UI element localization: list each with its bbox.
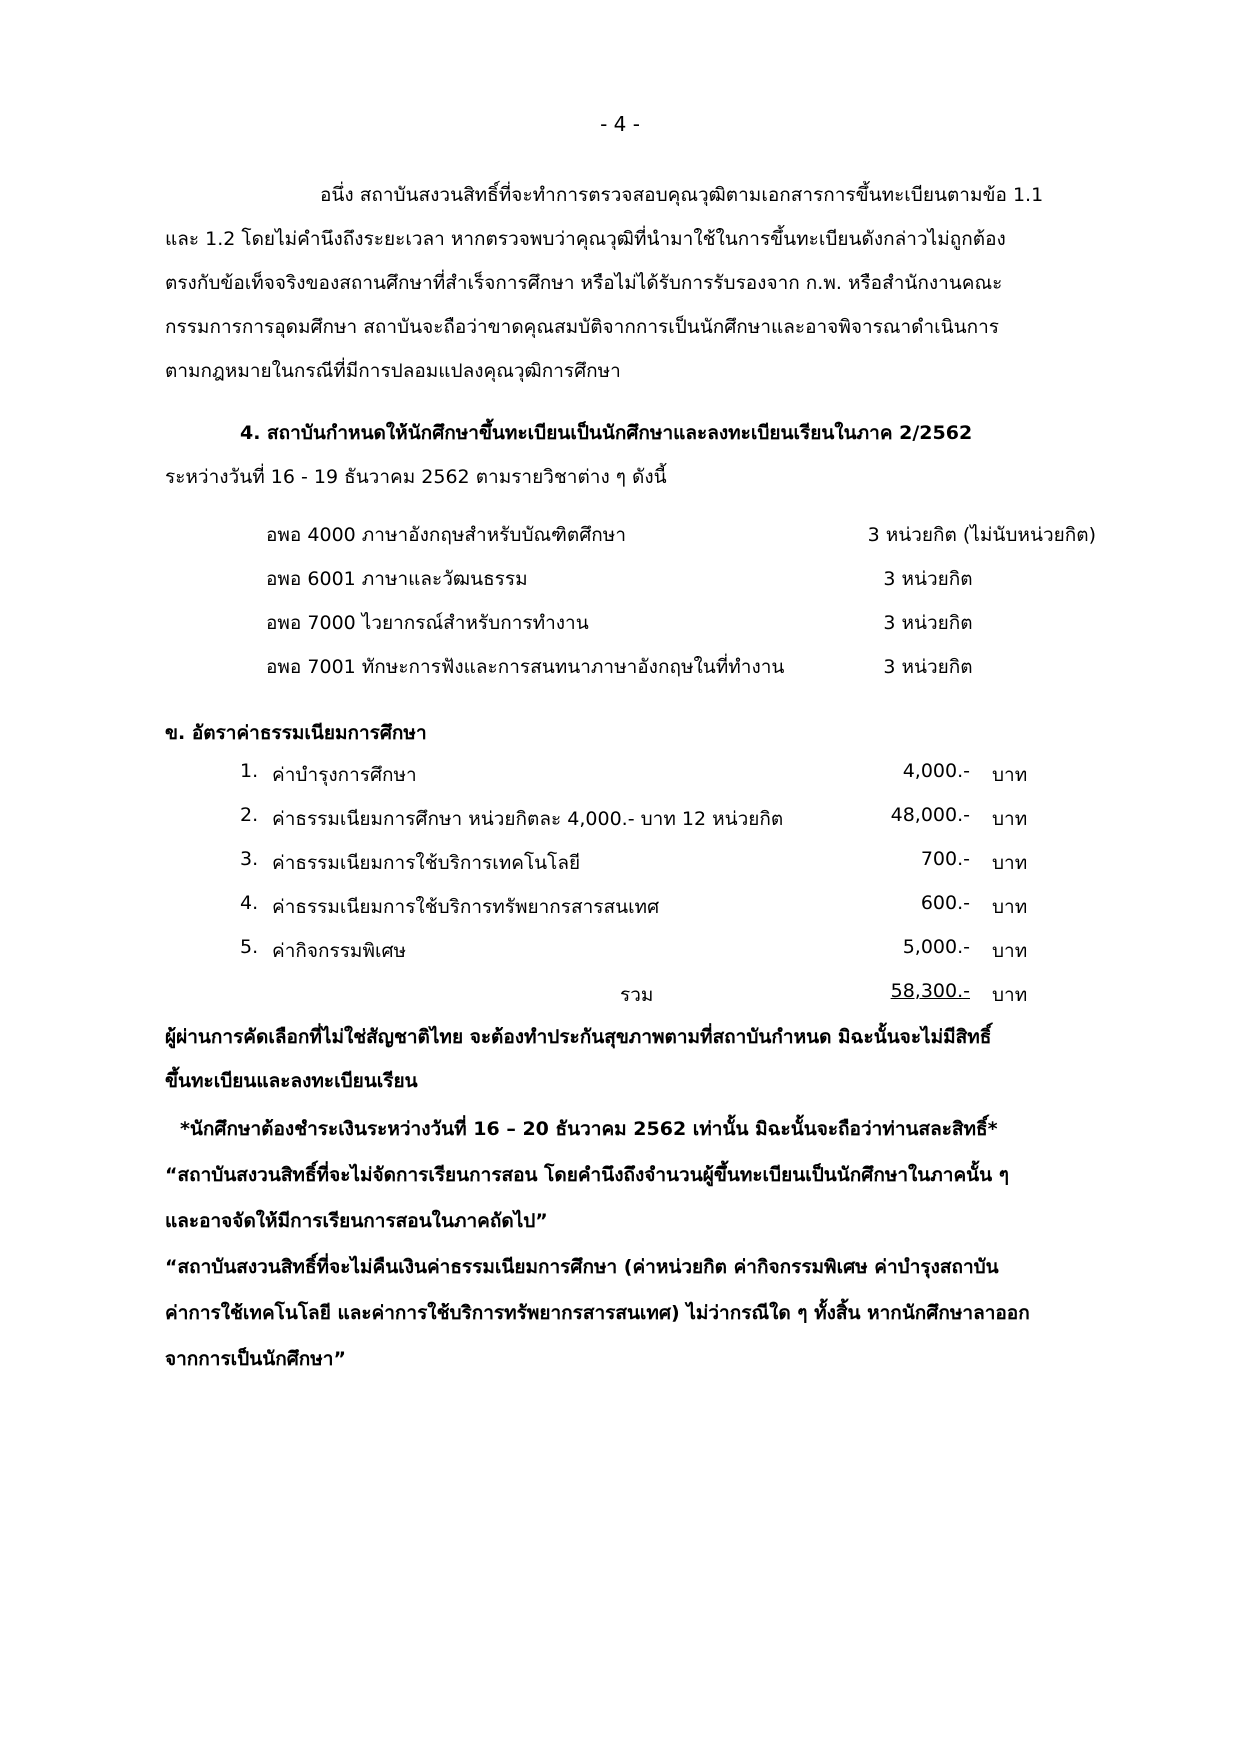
total-amount xyxy=(820,980,970,1002)
course-credits: 3 หน่วยกิต xyxy=(883,568,973,590)
payment-deadline-note: *นักศึกษาต้องชำระเงินระหว่างวันที่ 16 – 20 ธันวาคม 2562 เท่านั้น มิฉะนั้นจะถือว่าท่านสละสิทธิ์* xyxy=(180,1118,998,1140)
fee-amount: 600.- xyxy=(920,892,970,914)
course-list xyxy=(266,520,1096,696)
list-item xyxy=(266,564,1096,608)
note-line-4: “สถาบันสงวนสิทธิ์ที่จะไม่จัดการเรียนการสอน โดยคำนึงถึงจำนวนผู้ขึ้นทะเบียนเป็นนักศึกษาในภาคนั้น ๆ xyxy=(165,1164,1009,1186)
fee-number: 1. xyxy=(240,760,259,782)
table-row xyxy=(240,936,1060,980)
intro-line-2: และ 1.2 โดยไม่คำนึงถึงระยะเวลา หากตรวจพบว่าคุณวุฒิที่นำมาใช้ในการขึ้นทะเบียนดังกล่าวไม่ถูกต้อง xyxy=(165,228,1006,250)
total-amount-value: 58,300.- xyxy=(890,980,970,1002)
fee-unit: บาท xyxy=(992,896,1028,918)
list-item xyxy=(266,520,1096,564)
fee-label: ค่าบำรุงการศึกษา xyxy=(272,764,417,786)
table-row xyxy=(240,804,1060,848)
list-item xyxy=(266,608,1096,652)
section4-heading: 4. สถาบันกำหนดให้นักศึกษาขึ้นทะเบียนเป็นนักศึกษาและลงทะเบียนเรียนในภาค 2/2562 xyxy=(240,422,973,444)
note-line-7: ค่าการใช้เทคโนโลยี และค่าการใช้บริการทรัพยากรสารสนเทศ) ไม่ว่ากรณีใด ๆ ทั้งสิ้น หากนักศึกษาลาออก xyxy=(165,1302,1030,1324)
fee-unit: บาท xyxy=(992,808,1028,830)
note-line-6: “สถาบันสงวนสิทธิ์ที่จะไม่คืนเงินค่าธรรมเนียมการศึกษา (ค่าหน่วยกิต ค่ากิจกรรมพิเศษ ค่าบำรุงสถาบัน xyxy=(165,1256,999,1278)
fee-amount: 48,000.- xyxy=(890,804,970,826)
table-row xyxy=(240,848,1060,892)
course-credits: 3 หน่วยกิต (ไม่นับหน่วยกิต) xyxy=(867,524,1096,546)
fee-unit: บาท xyxy=(992,764,1028,786)
fee-amount: 700.- xyxy=(920,848,970,870)
fee-label: ค่าธรรมเนียมการใช้บริการทรัพยากรสารสนเทศ xyxy=(272,896,660,918)
fee-number: 3. xyxy=(240,848,259,870)
course-credits: 3 หน่วยกิต xyxy=(883,612,973,634)
fee-label: ค่าธรรมเนียมการใช้บริการเทคโนโลยี xyxy=(272,852,581,874)
page-number: - 4 - xyxy=(600,112,640,136)
note-line-8: จากการเป็นนักศึกษา” xyxy=(165,1348,346,1370)
note-line-2: ขึ้นทะเบียนและลงทะเบียนเรียน xyxy=(165,1070,418,1092)
section4-subline: ระหว่างวันที่ 16 - 19 ธันวาคม 2562 ตามรายวิชาต่าง ๆ ดังนี้ xyxy=(165,466,667,488)
intro-line-1: อนึ่ง สถาบันสงวนสิทธิ์ที่จะทำการตรวจสอบคุณวุฒิตามเอกสารการขึ้นทะเบียนตามข้อ 1.1 xyxy=(320,184,1044,206)
note-line-5: และอาจจัดให้มีการเรียนการสอนในภาคถัดไป” xyxy=(165,1210,548,1232)
note-line-1: ผู้ผ่านการคัดเลือกที่ไม่ใช่สัญชาติไทย จะต้องทำประกันสุขภาพตามที่สถาบันกำหนด มิฉะนั้นจะไม่มีสิทธิ์ xyxy=(165,1026,992,1048)
fee-label: ค่ากิจกรรมพิเศษ xyxy=(272,940,407,962)
fee-unit: บาท xyxy=(992,940,1028,962)
table-row xyxy=(240,892,1060,936)
fee-label: ค่าธรรมเนียมการศึกษา หน่วยกิตละ 4,000.- บาท 12 หน่วยกิต xyxy=(272,808,784,830)
intro-line-3: ตรงกับข้อเท็จจริงของสถานศึกษาที่สำเร็จการศึกษา หรือไม่ได้รับการรับรองจาก ก.พ. หรือสำนักงานคณะ xyxy=(165,272,1003,294)
fee-amount: 5,000.- xyxy=(902,936,970,958)
course-title: อพอ 7000 ไวยากรณ์สำหรับการทำงาน xyxy=(266,612,589,634)
course-credits: 3 หน่วยกิต xyxy=(883,656,973,678)
fee-number: 5. xyxy=(240,936,259,958)
total-row xyxy=(240,980,1060,1024)
table-row xyxy=(240,760,1060,804)
fee-number: 4. xyxy=(240,892,259,914)
fee-amount: 4,000.- xyxy=(902,760,970,782)
course-title: อพอ 7001 ทักษะการฟังและการสนทนาภาษาอังกฤษในที่ทำงาน xyxy=(266,656,785,678)
total-label: รวม xyxy=(620,984,654,1006)
course-title: อพอ 4000 ภาษาอังกฤษสำหรับบัณฑิตศึกษา xyxy=(266,524,626,546)
course-title: อพอ 6001 ภาษาและวัฒนธรรม xyxy=(266,568,528,590)
total-unit: บาท xyxy=(992,984,1028,1006)
fee-number: 2. xyxy=(240,804,259,826)
fees-heading: ข. อัตราค่าธรรมเนียมการศึกษา xyxy=(165,722,427,744)
fee-unit: บาท xyxy=(992,852,1028,874)
list-item xyxy=(266,652,1096,696)
intro-line-4: กรรมการการอุดมศึกษา สถาบันจะถือว่าขาดคุณสมบัติจากการเป็นนักศึกษาและอาจพิจารณาดำเนินการ xyxy=(165,316,999,338)
fee-table xyxy=(240,760,1060,1024)
intro-line-5: ตามกฎหมายในกรณีที่มีการปลอมแปลงคุณวุฒิการศึกษา xyxy=(165,360,621,382)
